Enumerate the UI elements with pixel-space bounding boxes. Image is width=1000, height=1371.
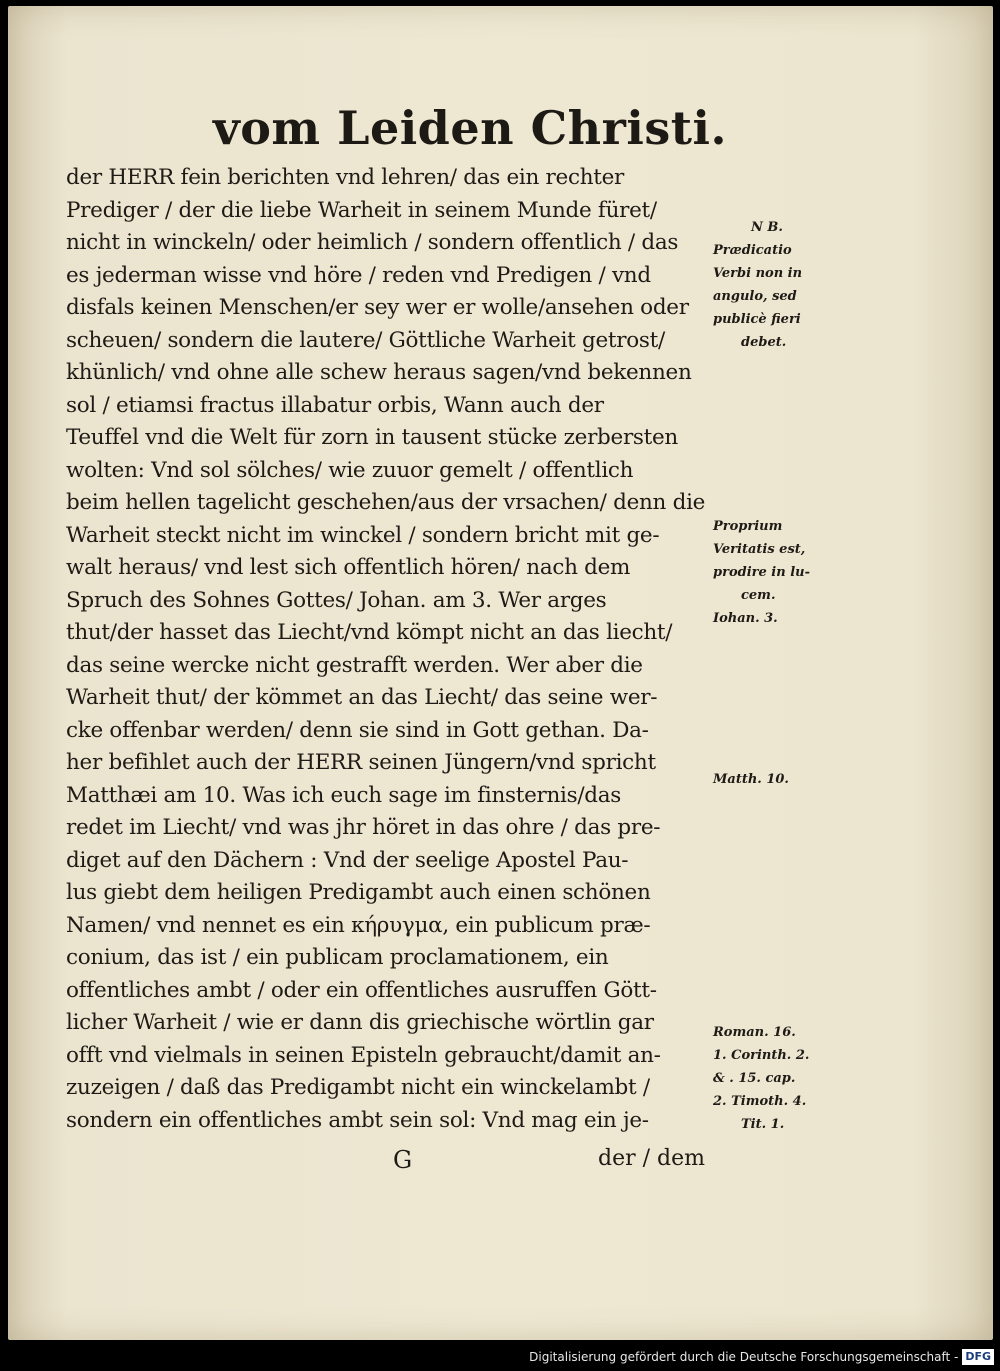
margin-note: Tit. 1. [741,1117,785,1132]
text-line: thut/der hasset das Liecht/vnd kömpt nicht an das liecht/ [66,620,673,645]
catchword: der / dem [598,1146,705,1171]
text-line: Matthæi am 10. Was ich euch sage im finsternis/das [66,782,621,808]
body-text [66,162,711,1137]
margin-note: cem. [741,588,776,603]
text-line: Prediger / der die liebe Warheit in seinem Munde füret/ [66,197,657,223]
text-line: es jederman wisse vnd höre / reden vnd Predigen / vnd [66,262,651,288]
running-header: vom Leiden Christi. [213,101,727,155]
dfg-logo[interactable]: DFG [962,1349,994,1365]
margin-note: debet. [741,335,787,350]
margin-note: & . 15. cap. [713,1071,796,1086]
text-line: cke offenbar werden/ denn sie sind in Gott gethan. Da- [66,717,649,743]
margin-note: Roman. 16. [713,1025,796,1040]
text-line: redet im Liecht/ vnd was jhr höret in das ohre / das pre- [66,815,661,840]
margin-note: 2. Timoth. 4. [713,1094,807,1109]
text-line: scheuen/ sondern die lautere/ Göttliche Warheit getrost/ [66,327,665,353]
text-line: walt heraus/ vnd lest sich offentlich hören/ nach dem [66,555,631,580]
text-line: nicht in winckeln/ oder heimlich / sondern offentlich / das [66,230,679,255]
text-line: Teuffel vnd die Welt für zorn in tausent stücke zerbersten [66,425,678,450]
text-line: zuzeigen / daß das Predigambt nicht ein winckelambt / [66,1075,650,1100]
funding-text: Digitalisierung gefördert durch die Deutsche Forschungsgemeinschaft - [529,1350,959,1364]
margin-note: Iohan. 3. [713,611,778,626]
text-line: das seine wercke nicht gestrafft werden. Wer aber die [66,652,643,678]
signature-mark: G [393,1146,413,1174]
margin-note: 1. Corinth. 2. [713,1048,810,1063]
text-line: offentliches ambt / oder ein offentliches ausruffen Gött- [66,977,657,1003]
text-line: licher Warheit / wie er dann dis griechische wörtlin gar [66,1010,654,1035]
book-page [8,6,993,1340]
funding-footer [529,1347,994,1367]
text-line: conium, das ist / ein publicam proclamationem, ein [66,945,609,970]
text-line: Warheit thut/ der kömmet an das Liecht/ das seine wer- [66,685,658,710]
margin-note: Matth. 10. [713,772,789,787]
text-line: beim hellen tagelicht geschehen/aus der vrsachen/ denn die [66,490,706,515]
text-line: khünlich/ vnd ohne alle schew heraus sagen/vnd bekennen [66,360,692,385]
text-line: der HERR fein berichten vnd lehren/ das ein rechter [66,165,624,190]
margin-note: Verbi non in [713,266,803,281]
text-line: Warheit steckt nicht im winckel / sondern bricht mit ge- [66,522,660,548]
margin-note: Prædicatio [713,243,792,258]
text-line: disfals keinen Menschen/er sey wer er wolle/ansehen oder [66,295,689,320]
text-line: sondern ein offentliches ambt sein sol: Vnd mag ein je- [66,1107,649,1133]
text-line: sol / etiamsi fractus illabatur orbis, Wann auch der [66,392,604,418]
margin-note: Veritatis est, [713,542,806,557]
margin-note: angulo, sed [713,289,797,304]
text-line: lus giebt dem heiligen Predigambt auch einen schönen [66,880,651,905]
margin-note: N B. [751,220,783,235]
text-line: diget auf den Dächern : Vnd der seelige Apostel Pau- [66,847,629,873]
text-line: her befihlet auch der HERR seinen Jüngern/vnd spricht [66,750,656,775]
text-line: Namen/ vnd nennet es ein κήρυγμα, ein publicum præ- [66,912,651,938]
margin-note: publicè fieri [713,312,801,327]
text-line: wolten: Vnd sol sölches/ wie zuuor gemelt / offentlich [66,457,634,483]
margin-note: prodire in lu- [713,565,810,580]
text-line: Spruch des Sohnes Gottes/ Johan. am 3. Wer arges [66,587,607,613]
text-line: offt vnd vielmals in seinen Episteln gebraucht/damit an- [66,1042,661,1068]
margin-note: Proprium [713,519,783,534]
